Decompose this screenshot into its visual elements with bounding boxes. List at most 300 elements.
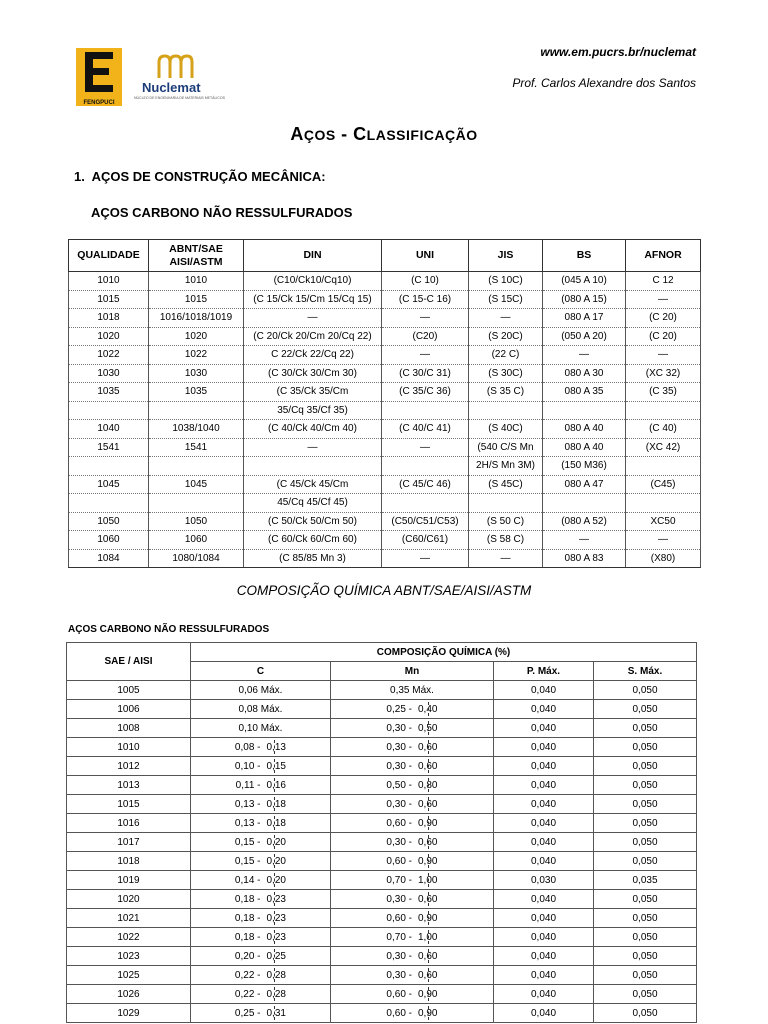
table-cell-s: 0,050 xyxy=(594,681,697,700)
table2-caption: AÇOS CARBONO NÃO RESSULFURADOS xyxy=(68,624,270,635)
table-cell-s: 0,050 xyxy=(594,776,697,795)
table-cell-mn xyxy=(331,700,494,719)
table-cell: (C 50/Ck 50/Cm 50) xyxy=(244,512,382,531)
table-row xyxy=(67,928,697,947)
range-high: 0,25 xyxy=(266,950,286,962)
col-p-max: P. Máx. xyxy=(494,662,594,681)
table-cell: 1030 xyxy=(149,364,244,383)
table-cell: 080 A 35 xyxy=(543,383,626,402)
range-low: 0,50 - xyxy=(386,779,412,791)
table-cell-c xyxy=(191,928,331,947)
table-cell: (C 10) xyxy=(382,272,469,291)
table-cell: — xyxy=(469,309,543,328)
table-cell-c xyxy=(191,795,331,814)
col-s-max: S. Máx. xyxy=(594,662,697,681)
table1-header: AFNOR xyxy=(626,240,701,272)
composition-title: COMPOSIÇÃO QUÍMICA ABNT/SAE/AISI/ASTM xyxy=(236,583,532,598)
table-row xyxy=(67,738,697,757)
table-cell-p: 0,040 xyxy=(494,681,594,700)
table-cell-p: 0,040 xyxy=(494,795,594,814)
range-low: 0,60 - xyxy=(386,1007,412,1019)
range-low: 0,70 - xyxy=(386,931,412,943)
title-part: LASSIFICAÇÃO xyxy=(366,127,478,143)
table-cell: — xyxy=(244,438,382,457)
range-high: 0,16 xyxy=(266,779,286,791)
range-low: 0,30 - xyxy=(386,798,412,810)
range-low: 0,20 - xyxy=(234,950,261,962)
table-cell: 1040 xyxy=(69,420,149,439)
range-high: 0,13 xyxy=(266,741,286,753)
table-cell-sae: 1022 xyxy=(67,928,191,947)
table-cell-sae: 1016 xyxy=(67,814,191,833)
table-cell: — xyxy=(543,531,626,550)
table-cell-c xyxy=(191,871,331,890)
table-cell-p: 0,040 xyxy=(494,814,594,833)
feng-logo-text: FENGPUCI xyxy=(83,100,115,106)
table-cell: 1080/1084 xyxy=(149,549,244,568)
range-high: 0,50 xyxy=(418,722,438,734)
range-high: 0,60 xyxy=(418,741,438,753)
table-row xyxy=(67,700,697,719)
range-divider xyxy=(274,835,275,849)
range-high: 0,23 xyxy=(266,912,286,924)
nuclemat-logo-mark xyxy=(156,54,196,80)
range-divider xyxy=(428,911,429,925)
table-cell-s: 0,050 xyxy=(594,909,697,928)
table-cell-p: 0,040 xyxy=(494,947,594,966)
table-cell: 1541 xyxy=(149,438,244,457)
table-cell: (S 20C) xyxy=(469,327,543,346)
range-divider xyxy=(274,911,275,925)
range-high: 0,28 xyxy=(266,988,286,1000)
table-row xyxy=(69,512,701,531)
table-cell-c: 0,08 Máx. xyxy=(191,700,331,719)
table-cell-mn xyxy=(331,738,494,757)
table-row xyxy=(69,531,701,550)
table-cell: — xyxy=(626,290,701,309)
table-cell-mn xyxy=(331,719,494,738)
table-cell-sae: 1013 xyxy=(67,776,191,795)
table-cell: (S 35 C) xyxy=(469,383,543,402)
table-cell xyxy=(382,457,469,476)
table-cell xyxy=(382,401,469,420)
title-part: C xyxy=(353,124,367,144)
table-cell: 1030 xyxy=(69,364,149,383)
range-high: 0,60 xyxy=(418,760,438,772)
table-cell: 1035 xyxy=(69,383,149,402)
range-low: 0,10 - xyxy=(234,760,261,772)
table-cell-p: 0,040 xyxy=(494,928,594,947)
table-cell-sae: 1019 xyxy=(67,871,191,890)
table-cell-c xyxy=(191,833,331,852)
table-cell-s: 0,050 xyxy=(594,1004,697,1023)
range-divider xyxy=(274,1006,275,1020)
table-cell xyxy=(69,457,149,476)
range-divider xyxy=(274,778,275,792)
table-cell-sae: 1012 xyxy=(67,757,191,776)
range-low: 0,30 - xyxy=(386,950,412,962)
table-cell xyxy=(543,494,626,513)
table-cell: 1016/1018/1019 xyxy=(149,309,244,328)
range-high: 0,90 xyxy=(418,817,438,829)
table-cell: 1020 xyxy=(69,327,149,346)
table-cell-p: 0,040 xyxy=(494,890,594,909)
table-cell xyxy=(69,401,149,420)
range-high: 0,20 xyxy=(266,836,286,848)
table-cell: — xyxy=(382,346,469,365)
table-cell-p: 0,040 xyxy=(494,1004,594,1023)
range-divider xyxy=(428,930,429,944)
table-cell: (S 58 C) xyxy=(469,531,543,550)
range-high: 0,28 xyxy=(266,969,286,981)
title-part: A xyxy=(290,124,304,144)
table-cell-sae: 1015 xyxy=(67,795,191,814)
table-cell-p: 0,030 xyxy=(494,871,594,890)
table-cell: 1541 xyxy=(69,438,149,457)
range-divider xyxy=(428,892,429,906)
table-cell xyxy=(469,401,543,420)
table-cell-sae: 1020 xyxy=(67,890,191,909)
table-cell: 1022 xyxy=(149,346,244,365)
range-low: 0,08 - xyxy=(234,741,261,753)
table-cell xyxy=(543,401,626,420)
table-cell: 1035 xyxy=(149,383,244,402)
table-cell-s: 0,050 xyxy=(594,947,697,966)
table-cell-mn xyxy=(331,757,494,776)
range-low: 0,14 - xyxy=(234,874,261,886)
page-title xyxy=(0,124,768,145)
author-name: Prof. Carlos Alexandre dos Santos xyxy=(512,76,696,90)
table-cell: 1050 xyxy=(149,512,244,531)
table-row xyxy=(67,871,697,890)
table-cell-sae: 1029 xyxy=(67,1004,191,1023)
range-divider xyxy=(428,854,429,868)
range-low: 0,11 - xyxy=(235,779,261,791)
table-row xyxy=(67,814,697,833)
range-high: 0,90 xyxy=(418,855,438,867)
table-cell: — xyxy=(543,346,626,365)
range-low: 0,25 - xyxy=(386,703,412,715)
table-cell xyxy=(149,457,244,476)
table-cell xyxy=(626,457,701,476)
range-low: 0,25 - xyxy=(234,1007,261,1019)
range-high: 0,60 xyxy=(418,950,438,962)
range-divider xyxy=(428,816,429,830)
range-low: 0,30 - xyxy=(386,741,412,753)
table1-header: ABNT/SAE AISI/ASTM xyxy=(149,240,244,272)
table-cell-c: 0,10 Máx. xyxy=(191,719,331,738)
table-cell: (C 35/C 36) xyxy=(382,383,469,402)
range-divider xyxy=(428,987,429,1001)
table-cell-c xyxy=(191,757,331,776)
table-cell-p: 0,040 xyxy=(494,738,594,757)
table-cell-c xyxy=(191,1004,331,1023)
table-cell: 080 A 17 xyxy=(543,309,626,328)
range-high: 1,00 xyxy=(418,931,438,943)
table-cell: (C 15/Ck 15/Cm 15/Cq 15) xyxy=(244,290,382,309)
table-row xyxy=(69,290,701,309)
table-cell: 1010 xyxy=(149,272,244,291)
table-cell: — xyxy=(382,309,469,328)
table-row xyxy=(67,757,697,776)
table-cell-sae: 1006 xyxy=(67,700,191,719)
table-row xyxy=(67,852,697,871)
table-cell: 080 A 30 xyxy=(543,364,626,383)
table-cell: (C 20) xyxy=(626,327,701,346)
table-cell: (045 A 10) xyxy=(543,272,626,291)
table-cell-mn xyxy=(331,871,494,890)
col-group-composition: COMPOSIÇÃO QUÍMICA (%) xyxy=(191,643,697,662)
table-cell: (C45) xyxy=(626,475,701,494)
table-cell-mn xyxy=(331,852,494,871)
table-cell: (C 20) xyxy=(626,309,701,328)
range-divider xyxy=(274,740,275,754)
range-divider xyxy=(428,873,429,887)
table-cell: (C 40/Ck 40/Cm 40) xyxy=(244,420,382,439)
table-cell-p: 0,040 xyxy=(494,852,594,871)
table-cell-c xyxy=(191,814,331,833)
table-cell-c: 0,06 Máx. xyxy=(191,681,331,700)
table-cell: 2H/S Mn 3M) xyxy=(469,457,543,476)
table-cell-s: 0,035 xyxy=(594,871,697,890)
table-cell: — xyxy=(244,309,382,328)
range-high: 1,00 xyxy=(418,874,438,886)
table-row xyxy=(67,1004,697,1023)
range-low: 0,13 - xyxy=(234,798,261,810)
table-row xyxy=(69,457,701,476)
range-divider xyxy=(274,759,275,773)
range-high: 0,15 xyxy=(266,760,286,772)
range-divider xyxy=(274,949,275,963)
table-cell-s: 0,050 xyxy=(594,757,697,776)
table-cell-mn xyxy=(331,814,494,833)
table-cell: (C 40) xyxy=(626,420,701,439)
equivalence-table xyxy=(68,239,701,568)
table-cell: 1015 xyxy=(149,290,244,309)
range-divider xyxy=(274,854,275,868)
table-cell xyxy=(149,401,244,420)
table-cell-c xyxy=(191,852,331,871)
table-cell-sae: 1021 xyxy=(67,909,191,928)
table-cell: 35/Cq 35/Cf 35) xyxy=(244,401,382,420)
table-cell: (XC 42) xyxy=(626,438,701,457)
table-cell: 1018 xyxy=(69,309,149,328)
table-cell: (S 10C) xyxy=(469,272,543,291)
range-high: 0,90 xyxy=(418,988,438,1000)
table-cell-mn xyxy=(331,795,494,814)
feng-pucrs-logo xyxy=(76,48,122,106)
table-cell-s: 0,050 xyxy=(594,928,697,947)
table-row xyxy=(69,475,701,494)
range-high: 0,18 xyxy=(266,817,286,829)
table-cell: (C 30/C 31) xyxy=(382,364,469,383)
table-cell: C 12 xyxy=(626,272,701,291)
table-cell: 080 A 40 xyxy=(543,438,626,457)
range-high: 0,60 xyxy=(418,798,438,810)
table-cell-p: 0,040 xyxy=(494,966,594,985)
table-cell: — xyxy=(382,438,469,457)
range-low: 0,60 - xyxy=(386,855,412,867)
range-low: 0,18 - xyxy=(234,931,261,943)
table-cell: 080 A 40 xyxy=(543,420,626,439)
table-cell: (C 60/Ck 60/Cm 60) xyxy=(244,531,382,550)
table-row xyxy=(67,795,697,814)
range-high: 0,31 xyxy=(266,1007,286,1019)
range-low: 0,15 - xyxy=(234,855,261,867)
table-cell: (C20) xyxy=(382,327,469,346)
table-row xyxy=(69,420,701,439)
table-cell xyxy=(626,401,701,420)
range-low: 0,60 - xyxy=(386,988,412,1000)
table-cell-mn xyxy=(331,928,494,947)
table-cell-sae: 1010 xyxy=(67,738,191,757)
table-cell: — xyxy=(626,531,701,550)
table-row xyxy=(69,383,701,402)
table-cell: (XC 32) xyxy=(626,364,701,383)
range-high: 0,60 xyxy=(418,836,438,848)
table-cell: 1038/1040 xyxy=(149,420,244,439)
table-cell-mn xyxy=(331,985,494,1004)
table-cell xyxy=(69,494,149,513)
table-cell: (C10/Ck10/Cq10) xyxy=(244,272,382,291)
table-cell: (C 30/Ck 30/Cm 30) xyxy=(244,364,382,383)
range-high: 0,60 xyxy=(418,893,438,905)
title-part: - xyxy=(335,124,354,144)
range-divider xyxy=(274,987,275,1001)
range-low: 0,18 - xyxy=(234,893,261,905)
table-row xyxy=(67,947,697,966)
range-low: 0,30 - xyxy=(386,722,412,734)
table-row xyxy=(69,494,701,513)
table-cell-s: 0,050 xyxy=(594,700,697,719)
range-high: 0,20 xyxy=(266,874,286,886)
col-c: C xyxy=(191,662,331,681)
table-cell-mn xyxy=(331,890,494,909)
range-low: 0,60 - xyxy=(386,817,412,829)
table-row xyxy=(67,719,697,738)
table-cell-s: 0,050 xyxy=(594,738,697,757)
table-cell-s: 0,050 xyxy=(594,966,697,985)
table-cell: 1060 xyxy=(69,531,149,550)
table-row xyxy=(67,909,697,928)
table-cell: (S 45C) xyxy=(469,475,543,494)
table-cell-c xyxy=(191,985,331,1004)
table-cell xyxy=(244,457,382,476)
table-row xyxy=(69,364,701,383)
table-cell-sae: 1023 xyxy=(67,947,191,966)
range-high: 0,20 xyxy=(266,855,286,867)
table-cell: — xyxy=(626,346,701,365)
table-cell: 1022 xyxy=(69,346,149,365)
table-row xyxy=(67,890,697,909)
table-cell: (080 A 15) xyxy=(543,290,626,309)
table-cell-mn xyxy=(331,966,494,985)
range-low: 0,30 - xyxy=(386,893,412,905)
range-high: 0,90 xyxy=(418,1007,438,1019)
table-cell: 1020 xyxy=(149,327,244,346)
nuclemat-logo xyxy=(134,54,234,106)
table-cell-c xyxy=(191,947,331,966)
table-cell: (S 15C) xyxy=(469,290,543,309)
range-divider xyxy=(274,797,275,811)
table-cell: (C 35/Ck 35/Cm xyxy=(244,383,382,402)
range-high: 0,60 xyxy=(418,969,438,981)
range-low: 0,30 - xyxy=(386,760,412,772)
table-cell: (050 A 20) xyxy=(543,327,626,346)
table-cell: (C 40/C 41) xyxy=(382,420,469,439)
table-cell-p: 0,040 xyxy=(494,985,594,1004)
range-low: 0,70 - xyxy=(386,874,412,886)
table1-header: JIS xyxy=(469,240,543,272)
table-cell-s: 0,050 xyxy=(594,719,697,738)
range-high: 0,80 xyxy=(418,779,438,791)
section-subheading: AÇOS CARBONO NÃO RESSULFURADOS xyxy=(91,205,353,220)
range-high: 0,40 xyxy=(418,703,438,715)
table-cell: (S 50 C) xyxy=(469,512,543,531)
table-row xyxy=(67,776,697,795)
table-row xyxy=(69,309,701,328)
table-cell: (C 20/Ck 20/Cm 20/Cq 22) xyxy=(244,327,382,346)
table-cell: 45/Cq 45/Cf 45) xyxy=(244,494,382,513)
table-cell-sae: 1008 xyxy=(67,719,191,738)
table-cell: (C 35) xyxy=(626,383,701,402)
table-cell: C 22/Ck 22/Cq 22) xyxy=(244,346,382,365)
range-low: 0,60 - xyxy=(386,912,412,924)
table-cell xyxy=(626,494,701,513)
range-divider xyxy=(274,873,275,887)
table-cell: 080 A 83 xyxy=(543,549,626,568)
table-cell: (C 45/C 46) xyxy=(382,475,469,494)
range-low: 0,22 - xyxy=(234,988,261,1000)
table-row xyxy=(67,681,697,700)
table-cell-sae: 1026 xyxy=(67,985,191,1004)
range-low: 0,15 - xyxy=(234,836,261,848)
table-row xyxy=(69,346,701,365)
range-divider xyxy=(428,797,429,811)
table-row xyxy=(69,438,701,457)
table-cell-s: 0,050 xyxy=(594,852,697,871)
range-low: 0,30 - xyxy=(386,836,412,848)
range-low: 0,22 - xyxy=(234,969,261,981)
table-cell: 1015 xyxy=(69,290,149,309)
range-divider xyxy=(428,968,429,982)
table-cell-c xyxy=(191,738,331,757)
table-cell: (150 M36) xyxy=(543,457,626,476)
table-cell: XC50 xyxy=(626,512,701,531)
site-url[interactable]: www.em.pucrs.br/nuclemat xyxy=(540,45,696,59)
range-divider xyxy=(428,835,429,849)
table-cell: (X80) xyxy=(626,549,701,568)
table-cell: 080 A 47 xyxy=(543,475,626,494)
table-cell-s: 0,050 xyxy=(594,890,697,909)
table-cell: — xyxy=(382,549,469,568)
table-cell xyxy=(149,494,244,513)
table-cell-s: 0,050 xyxy=(594,833,697,852)
table1-header: DIN xyxy=(244,240,382,272)
table-cell-p: 0,040 xyxy=(494,700,594,719)
table-cell: 1084 xyxy=(69,549,149,568)
table-cell: (C60/C61) xyxy=(382,531,469,550)
range-high: 0,18 xyxy=(266,798,286,810)
table-cell: 1010 xyxy=(69,272,149,291)
table-cell-sae: 1017 xyxy=(67,833,191,852)
range-divider xyxy=(428,1006,429,1020)
range-high: 0,23 xyxy=(266,893,286,905)
range-divider xyxy=(428,702,429,716)
table-cell: 1045 xyxy=(149,475,244,494)
range-divider xyxy=(274,816,275,830)
table-cell-s: 0,050 xyxy=(594,985,697,1004)
